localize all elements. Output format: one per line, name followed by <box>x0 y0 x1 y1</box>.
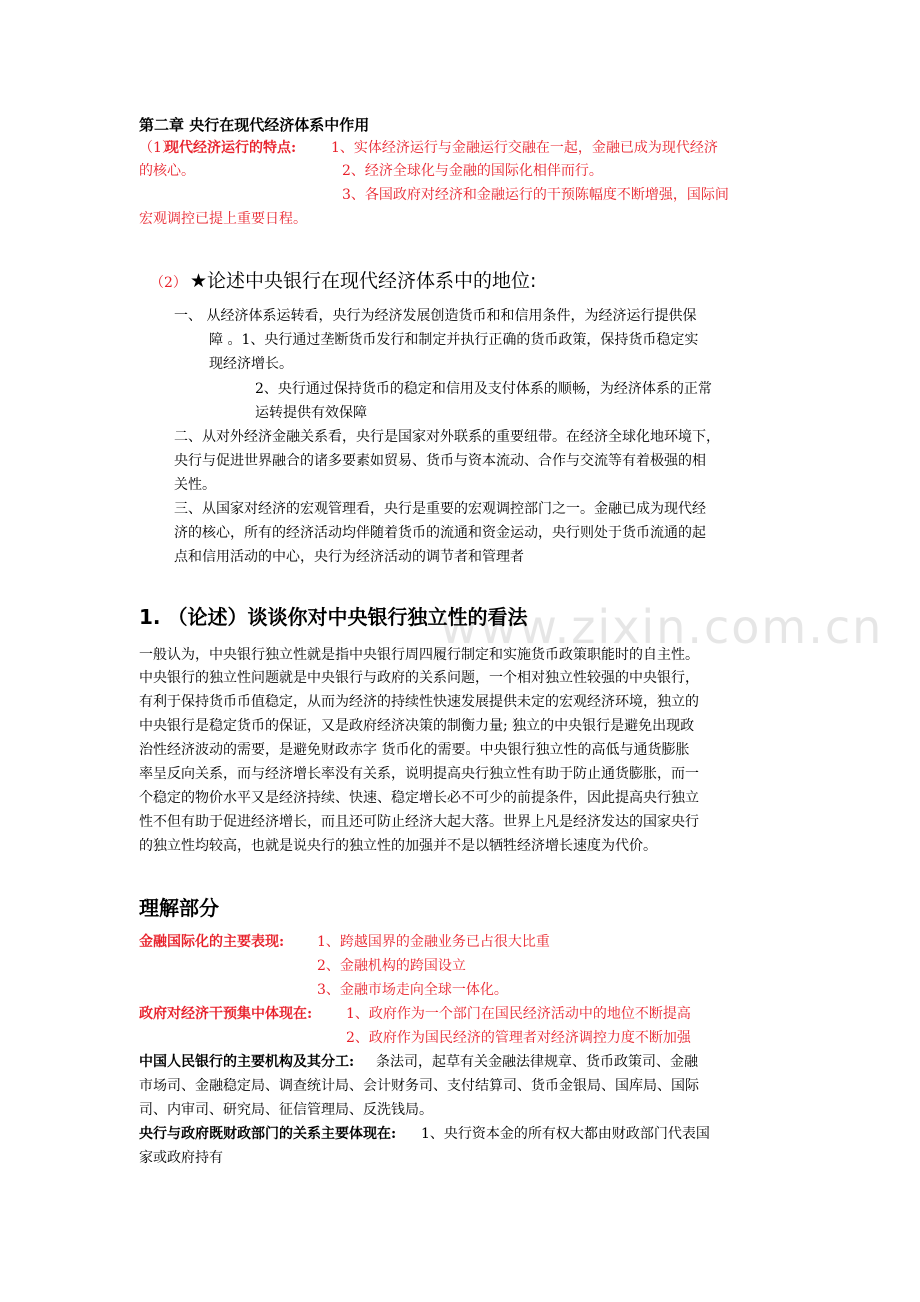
s3-line: 治性经济波动的需要，是避免财政赤字 货币化的需要。中央银行独立性的高低与通货膨胀 <box>139 742 690 758</box>
s3-line: 个稳定的物价水平又是经济持续、快速、稳定增长必不可少的前提条件，因此提高央行独立 <box>139 790 699 806</box>
s1-label: 现代经济运行的特点: <box>165 140 297 156</box>
s4-title: 理解部分 <box>139 896 219 920</box>
s3-line: 中央银行的独立性问题就是中央银行与政府的关系问题，一个相对独立性较强的中央银行， <box>139 670 699 686</box>
s1-prefix: （1） <box>139 140 176 156</box>
s2-p1-line1: 一、 从经济体系运转看，央行为经济发展创造货币和和信用条件，为经济运行提供保 <box>174 308 697 324</box>
s3-line: 的独立性均较高，也就是说央行的独立性的加强并不是以牺牲经济增长速度为代价。 <box>139 838 657 854</box>
s1-item1: 1、实体经济运行与金融运行交融在一起，金融已成为现代经济 <box>331 140 718 156</box>
s3-line: 有利于保持货币币值稳定，从而为经济的持续性快速发展提供未定的宏观经济环境，独立的 <box>139 694 699 710</box>
fin-line2: 家或政府持有 <box>139 1150 223 1166</box>
intl-item: 3、金融市场走向全球一体化。 <box>317 982 508 998</box>
gov-item: 1、政府作为一个部门在国民经济活动中的地位不断提高 <box>346 1006 691 1022</box>
s2-p1-line2: 障 。1、央行通过垄断货币发行和制定并执行正确的货币政策，保持货币稳定实 <box>209 332 699 348</box>
pboc-line3: 司、内审司、研究局、征信管理局、反洗钱局。 <box>139 1102 433 1118</box>
s3-line: 性不但有助于促进经济增长，而且还可防止经济大起大落。世界上凡是经济发达的国家央行 <box>139 814 699 830</box>
intl-label: 金融国际化的主要表现: <box>139 934 285 950</box>
s2-p1-line4: 2、央行通过保持货币的稳定和信用及支付体系的顺畅，为经济体系的正常 <box>255 381 712 397</box>
chapter-title: 第二章 央行在现代经济体系中作用 <box>139 116 370 134</box>
gov-label: 政府对经济干预集中体现在: <box>139 1006 313 1022</box>
s2-p3-line1: 三、从国家对经济的宏观管理看，央行是重要的宏观调控部门之一。金融已成为现代经 <box>174 501 706 517</box>
s3-line: 中央银行是稳定货币的保证，又是政府经济决策的制衡力量; 独立的中央银行是避免出现政 <box>139 718 695 734</box>
s2-p2-line1: 二、从对外经济金融关系看，央行是国家对外联系的重要纽带。在经济全球化地环境下， <box>174 429 720 445</box>
s2-p2-line3: 关性。 <box>174 477 216 493</box>
s3-line: 率呈反向关系，而与经济增长率没有关系，说明提高央行独立性有助于防止通货膨胀，而一 <box>139 766 699 782</box>
s3-line: 一般认为，中央银行独立性就是指中央银行周四履行制定和实施货币政策职能时的自主性。 <box>139 647 699 663</box>
intl-item: 1、跨越国界的金融业务已占很大比重 <box>317 934 550 950</box>
gov-item: 2、政府作为国民经济的管理者对经济调控力度不断加强 <box>346 1030 691 1046</box>
watermark: www.zixin.com.cn <box>440 600 884 654</box>
s2-p2-line2: 央行与促进世界融合的诸多要素如贸易、货币与资本流动、合作与交流等有着极强的相 <box>174 453 706 469</box>
fin-label: 央行与政府既财政部门的关系主要体现在: <box>139 1126 397 1142</box>
intl-item: 2、金融机构的跨国设立 <box>317 958 466 974</box>
s1-item1-cont: 的核心。 <box>139 163 195 179</box>
pboc-line1: 条法司，起草有关金融法律规章、货币政策司、金融 <box>376 1054 698 1070</box>
pboc-line2: 市场司、金融稳定局、调查统计局、会计财务司、支付结算司、货币金银局、国库局、国际 <box>139 1078 699 1094</box>
s1-item3: 3、各国政府对经济和金融运行的干预陈幅度不断增强，国际间 <box>342 187 729 203</box>
fin-line1: 1、央行资本金的所有权大都由财政部门代表国 <box>421 1126 710 1142</box>
s3-title: 1. （论述）谈谈你对中央银行独立性的看法 <box>139 605 528 629</box>
s2-p3-line2: 济的核心，所有的经济活动均伴随着货币的流通和资金运动，央行则处于货币流通的起 <box>174 525 706 541</box>
s2-p1-line3: 现经济增长。 <box>209 356 293 372</box>
s1-item3-cont: 宏观调控已提上重要日程。 <box>139 211 307 227</box>
s2-prefix: （2） <box>150 275 187 291</box>
s2-p1-line5: 运转提供有效保障 <box>255 405 367 421</box>
s2-p3-line3: 点和信用活动的中心，央行为经济活动的调节者和管理者 <box>174 549 524 565</box>
s1-item2: 2、经济全球化与金融的国际化相伴而行。 <box>342 163 603 179</box>
pboc-label: 中国人民银行的主要机构及其分工: <box>139 1054 355 1070</box>
s2-title: ★论述中央银行在现代经济体系中的地位: <box>190 270 537 292</box>
